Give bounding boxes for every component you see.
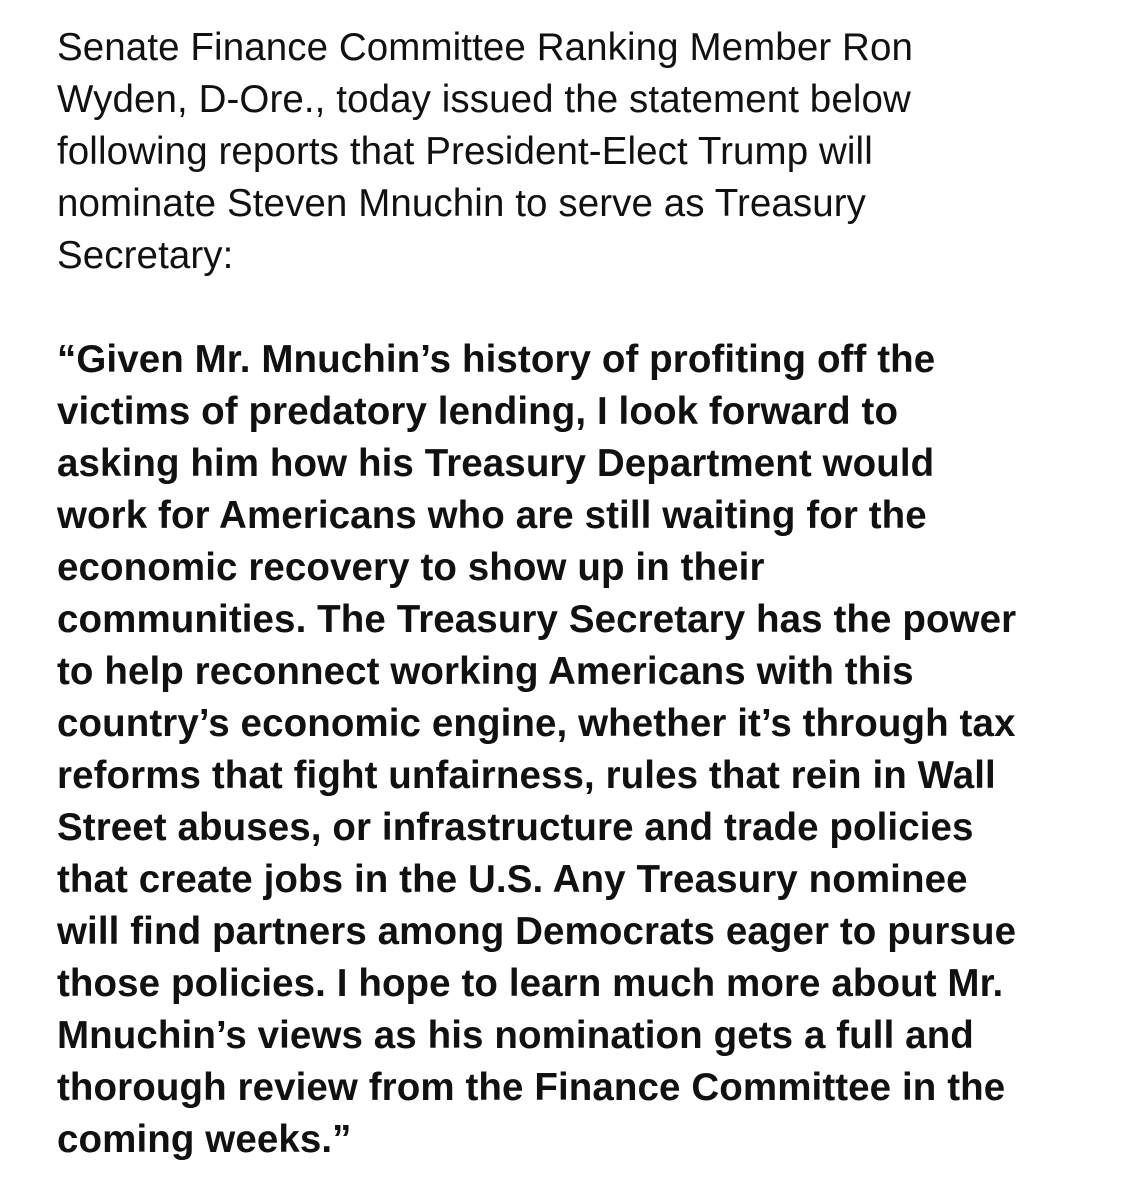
quote-line: economic recovery to show up in their	[57, 546, 765, 589]
quote-line: “Given Mr. Mnuchin’s history of profiting off the	[57, 338, 936, 381]
quote-line: victims of predatory lending, I look forward to	[57, 390, 899, 433]
quote-line: Street abuses, or infrastructure and trade policies	[57, 806, 974, 849]
quote-line: asking him how his Treasury Department would	[57, 442, 935, 485]
intro-line: Wyden, D-Ore., today issued the statement below	[57, 78, 911, 121]
quote-line: those policies. I hope to learn much more about Mr.	[57, 962, 1004, 1005]
statement-document	[57, 22, 1132, 1166]
quote-line: Mnuchin’s views as his nomination gets a full and	[57, 1014, 974, 1057]
intro-line: nominate Steven Mnuchin to serve as Treasury	[57, 182, 867, 225]
quote-line: will find partners among Democrats eager to pursue	[57, 910, 1017, 953]
quote-line: work for Americans who are still waiting for the	[57, 494, 927, 537]
quote-line: reforms that fight unfairness, rules that rein in Wall	[57, 754, 996, 797]
quote-line: coming weeks.”	[57, 1118, 352, 1161]
intro-line: following reports that President-Elect Trump will	[57, 130, 873, 173]
quote-line: thorough review from the Finance Committee in the	[57, 1066, 1006, 1109]
quote-paragraph	[57, 334, 1132, 1166]
quote-line: country’s economic engine, whether it’s through tax	[57, 702, 1016, 745]
intro-line: Senate Finance Committee Ranking Member Ron	[57, 26, 913, 69]
quote-line: communities. The Treasury Secretary has the power	[57, 598, 1017, 641]
intro-paragraph	[57, 22, 1132, 282]
quote-line: that create jobs in the U.S. Any Treasury nominee	[57, 858, 968, 901]
intro-line: Secretary:	[57, 234, 234, 277]
quote-line: to help reconnect working Americans with this	[57, 650, 914, 693]
